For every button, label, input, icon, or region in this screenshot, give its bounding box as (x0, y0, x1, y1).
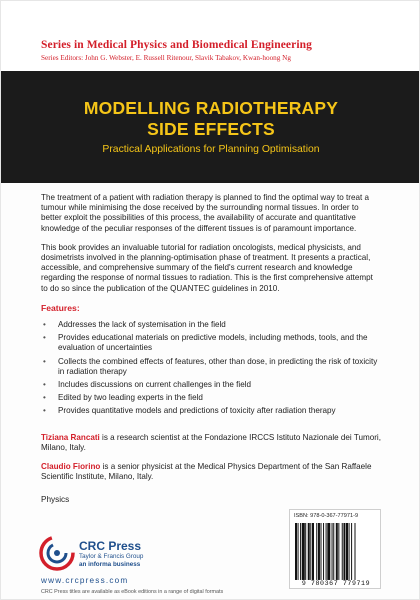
feature-item (43, 357, 381, 377)
subject-category: Physics (41, 495, 70, 504)
bullet-icon: • (43, 380, 46, 390)
feature-text: Includes discussions on current challenges in the field (58, 380, 252, 390)
publisher-group: Taylor & Francis Group (79, 553, 144, 560)
author-name: Tiziana Rancati (41, 432, 100, 442)
book-title-line-1: MODELLING RADIOTHERAPY (83, 98, 339, 118)
feature-item (43, 333, 381, 353)
features-list (43, 320, 381, 417)
bullet-icon: • (43, 333, 46, 343)
book-subtitle: Practical Applications for Planning Optimisation (102, 144, 320, 155)
bullet-icon: • (43, 393, 46, 403)
isbn-label: ISBN: 978-0-367-77971-9 (294, 513, 359, 519)
feature-text: Provides quantitative models and predictions of toxicity after radiation therapy (58, 406, 336, 416)
barcode-number: 9 780367 779719 (301, 580, 371, 587)
feature-item (43, 320, 381, 330)
publisher-logo (39, 533, 219, 573)
series-title: Series in Medical Physics and Biomedical Engineering (41, 39, 312, 51)
feature-text: Collects the combined effects of features, other than dose, in predicting the risk of toxicity in radiation therapy (58, 356, 378, 376)
author-bio-text: is a senior physicist at the Medical Physics Department of the San Raffaele Scientific Institute, Milano, Italy. (41, 462, 372, 482)
publisher-url: www.crcpress.com (41, 576, 129, 585)
feature-item (43, 393, 381, 403)
feature-item (43, 380, 381, 390)
bullet-icon: • (43, 356, 46, 366)
author-bios (41, 433, 381, 483)
feature-text: Edited by two leading experts in the field (58, 393, 203, 403)
barcode-icon (294, 523, 378, 581)
description-paragraph-1: The treatment of a patient with radiation therapy is planned to find the optimal way to treat a tumour while minimising the dose received by the surrounding normal tissues. In order to better exploit the possibilities of this process, the availability of accurate and quantitative knowledge of the peculiar responses of the different tissues is of paramount importance. (41, 193, 369, 233)
bullet-icon: • (43, 320, 46, 330)
feature-item (43, 406, 381, 416)
publisher-tagline: an informa business (79, 561, 141, 568)
author-bio (41, 462, 381, 482)
feature-text: Provides educational materials on predictive models, including methods, tools, and the evaluation of uncertainties (58, 333, 368, 353)
ebook-footnote: CRC Press titles are available as eBook editions in a range of digital formats (41, 589, 224, 595)
features-heading: Features: (41, 302, 80, 313)
author-bio-text: is a research scientist at the Fondazione IRCCS Istituto Nazionale dei Tumori, Milano, Italy. (41, 432, 381, 452)
book-title-line-2: SIDE EFFECTS (147, 119, 275, 139)
author-name: Claudio Fiorino (41, 462, 101, 472)
feature-text: Addresses the lack of systemisation in the field (58, 320, 226, 330)
bullet-icon: • (43, 406, 46, 416)
isbn-barcode-box (289, 509, 381, 589)
crc-press-logo-icon (39, 535, 75, 571)
cover-body (41, 193, 381, 491)
series-editors: Series Editors: John G. Webster, E. Russell Ritenour, Slavik Tabakov, Kwan-hoong Ng (41, 54, 291, 62)
publisher-name: CRC Press (79, 539, 142, 553)
description-paragraph-2: This book provides an invaluable tutorial for radiation oncologists, medical physicists, and dosimetrists involved in the planning-optimisation phase of treatment. It presents a practical, accessible, and comprehensive summary of the field's current research and knowledge regarding the response of normal tissues to radiation. This is the first comprehensive attempt to do so since the publication of the QUANTEC guidelines in 2010. (41, 242, 373, 293)
author-bio (41, 433, 381, 453)
